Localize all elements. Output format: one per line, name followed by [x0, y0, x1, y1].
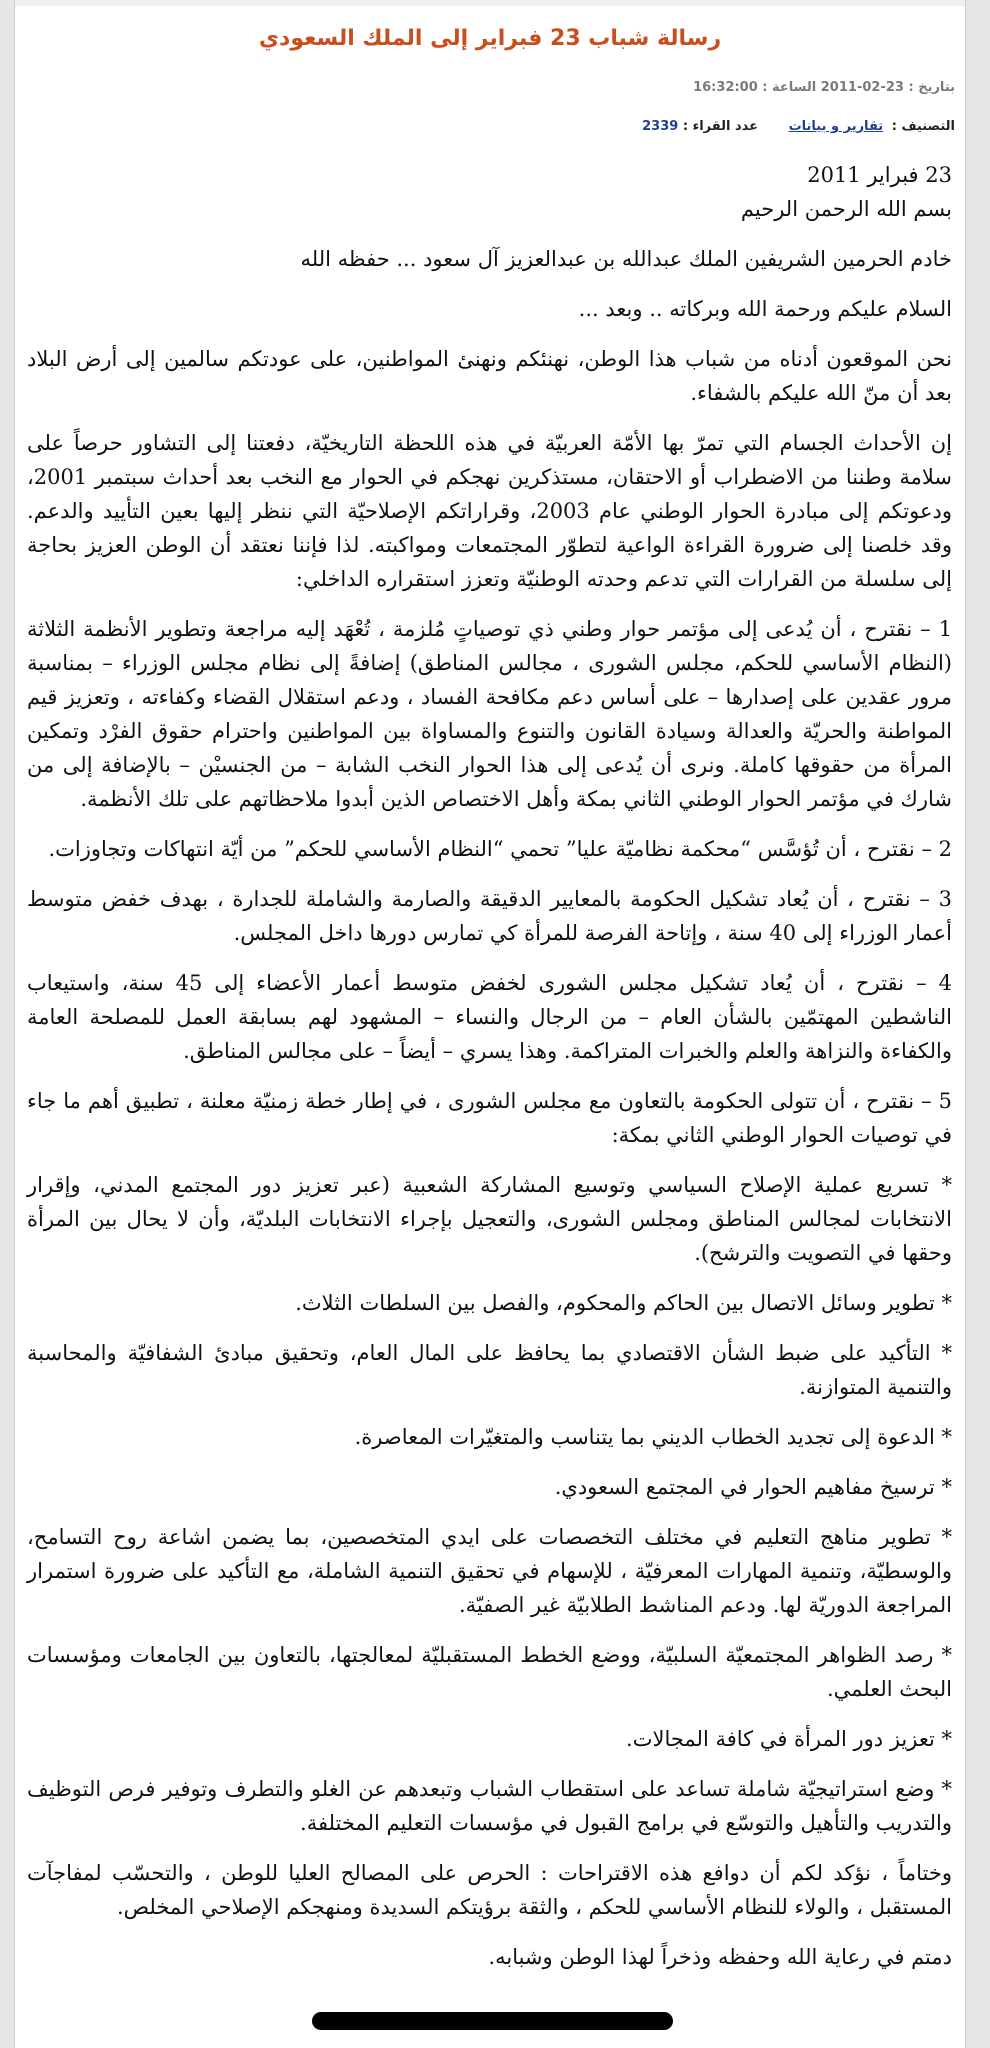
reads-count: 2339 — [642, 119, 679, 134]
time-label: الساعة : — [762, 80, 817, 95]
letter-date: 23 فبراير 2011 — [807, 163, 952, 187]
time-value: 16:32:00 — [693, 80, 758, 95]
date-label: بتاريخ : — [908, 80, 955, 95]
bullet-9: * وضع استراتيجيّة شاملة تساعد على استقطاب الشباب وتبعدهم عن الغلو والتطرف وتوفير فرص التوظيف والتدريب والتأهيل والتوسّع في برامج القبول في مؤسسات التعليم المختلفة. — [27, 1777, 952, 1835]
proposal-3: 3 – نقترح ، أن يُعاد تشكيل الحكومة بالمعايير الدقيقة والصارمة والشاملة للجدارة ، بهدف خفض متوسط أعمار الوزراء إلى 40 سنة ، وإتاحة الفرصة للمرأة كي تمارس دورها داخل المجلس. — [27, 887, 952, 945]
addressee: خادم الحرمين الشريفين الملك عبدالله بن عبدالعزيز آل سعود ... حفظه الله — [300, 247, 952, 271]
bullet-3: * التأكيد على ضبط الشأن الاقتصادي بما يحافظ على المال العام، وتحقيق مبادئ الشفافيّة والمحاسبة والتنمية المتوازنة. — [27, 1341, 952, 1399]
proposal-5: 5 – نقترح ، أن تتولى الحكومة بالتعاون مع مجلس الشورى ، في إطار خطة زمنيّة معلنة ، تطبيق أهم ما جاء في توصيات الحوار الوطني الثاني بمكة: — [27, 1089, 952, 1147]
proposal-1: 1 – نقترح ، أن يُدعى إلى مؤتمر حوار وطني ذي توصياتٍ مُلزمة ، تُعْهَد إليه مراجعة وتطوير الأنظمة الثلاثة (النظام الأساسي للحكم، مجلس الشورى ، مجالس المناطق) إضافةً إلى نظام مجلس الوزراء – بمناسبة مرور عقدين على إصدارها – على أساس دعم مكافحة الفساد ، ودعم استقلال القضاء وكفاءته ، وتعزيز قيم المواطنة والحريّة والعدالة وسيادة القانون والتنوع والمساواة بين المواطنين واحترام حقوق الفرْد وتمكين المرأة من حقوقها كاملة. ونرى أن يُدعى إلى هذا الحوار النخب الشابة – من الجنسيْن – بالإضافة إلى من شارك في مؤتمر الحوار الوطني الثاني بمكة وأهل الاختصاص الذين أبدوا ملاحظاتهم على تلك الأنظمة. — [27, 617, 952, 811]
intro-paragraph: نحن الموقعون أدناه من شباب هذا الوطن، نهنئكم ونهنئ المواطنين، على عودتكم سالمين إلى أرض البلاد بعد أن منّ الله عليكم بالشفاء. — [27, 347, 952, 405]
category-label: التصنيف : — [891, 119, 955, 134]
bullet-1: * تسريع عملية الإصلاح السياسي وتوسيع المشاركة الشعبية (عبر تعزيز دور المجتمع المدني، وإقرار الانتخابات لمجالس المناطق ومجلس الشورى، والتعجيل بإجراء الانتخابات البلديّة، وأن لا يحال بين المرأة وحقها في التصويت والترشح). — [27, 1173, 952, 1265]
greeting: السلام عليكم ورحمة الله وبركاته .. وبعد ... — [578, 297, 952, 321]
closing-paragraph: وختاماً ، نؤكد لكم أن دوافع هذه الاقتراحات : الحرص على المصالح العليا للوطن ، والتحسّب لمفاجآت المستقبل ، والولاء للنظام الأساسي للحكم ، والثقة برؤيتكم السديدة ومنهجكم الإصلاحي المخلص. — [27, 1861, 952, 1919]
redaction-bar — [312, 2012, 673, 2030]
category-link[interactable]: تقارير و بيانات — [788, 119, 884, 134]
bullet-2: * تطوير وسائل الاتصال بين الحاكم والمحكوم، والفصل بين السلطات الثلاث. — [295, 1291, 952, 1315]
final-line: دمتم في رعاية الله وحفظه وذخراً لهذا الوطن وشبابه. — [488, 1945, 952, 1969]
page-title: رسالة شباب 23 فبراير إلى الملك السعودي — [258, 26, 722, 51]
proposal-2: 2 – نقترح ، أن تُؤسَّس “محكمة نظاميّة عليا” تحمي “النظام الأساسي للحكم” من أيّة انتهاكات وتجاوزات. — [48, 837, 952, 861]
top-bar — [15, 0, 965, 6]
bullet-7: * رصد الظواهر المجتمعيّة السلبيّة، ووضع الخطط المستقبليّة لمعالجتها، بالتعاون بين الجامعات ومؤسسات البحث العلمي. — [27, 1643, 952, 1701]
article-date — [693, 80, 955, 95]
basmala: بسم الله الرحمن الرحيم — [740, 197, 952, 221]
bullet-5: * ترسيخ مفاهيم الحوار في المجتمع السعودي. — [554, 1475, 952, 1499]
bullet-4: * الدعوة إلى تجديد الخطاب الديني بما يتناسب والمتغيّرات المعاصرة. — [354, 1425, 952, 1449]
reads-label: عدد القراء : — [682, 119, 759, 134]
events-paragraph: إن الأحداث الجسام التي تمرّ بها الأمّة العربيّة في هذه اللحظة التاريخيّة، دفعتنا إلى التشاور حرصاً على سلامة وطننا من الاضطراب أو الاحتقان، مستذكرين نهجكم في الحوار مع النخب بعد أحداث سبتمبر 2001، ودعوتكم إلى مبادرة الحوار الوطني عام 2003، وقراراتكم الإصلاحيّة التي ننظر إليها بعين التأييد والدعم. وقد خلصنا إلى ضرورة القراءة الواعية لتطوّر المجتمعات ومواكبته. لذا فإننا نعتقد أن الوطن العزيز بحاجة إلى سلسلة من القرارات التي تدعم وحدته الوطنيّة وتعزز استقراره الداخلي: — [27, 431, 952, 591]
date-value: 23-02-2011 — [820, 80, 904, 95]
bullet-6: * تطوير مناهج التعليم في مختلف التخصصات على ايدي المتخصصين، بما يضمن اشاعة روح التسامح، والوسطيّة، وتنمية المهارات المعرفيّة ، للإسهام في تحقيق التنمية الشاملة، مع التأكيد على ضرورة استمرار المراجعة الدوريّة لها. ودعم المناشط الطلابيّة غير الصفيّة. — [27, 1525, 952, 1617]
letter-body — [27, 158, 952, 1974]
article-page — [14, 0, 966, 2048]
proposal-4: 4 – نقترح ، أن يُعاد تشكيل مجلس الشورى لخفض متوسط أعمار الأعضاء إلى 45 سنة، واستيعاب الناشطين المهتمّين بالشأن العام – من الرجال والنساء – المشهود لهم بسابقة العمل للمصلحة العامة والكفاءة والنزاهة والعلم والخبرات المتراكمة. وهذا يسري – أيضاً – على مجالس المناطق. — [27, 971, 952, 1063]
bullet-8: * تعزيز دور المرأة في كافة المجالات. — [626, 1727, 952, 1751]
article-meta — [642, 119, 955, 134]
